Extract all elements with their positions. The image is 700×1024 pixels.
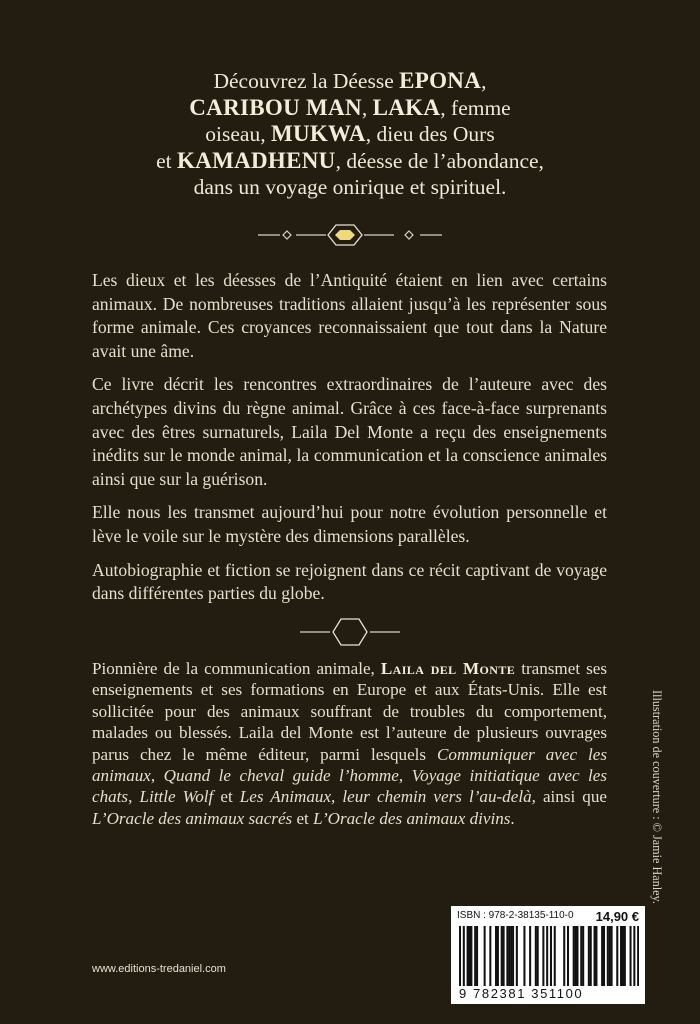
barcode-bar — [594, 926, 596, 986]
barcode-bar — [501, 926, 503, 986]
barcode-bar — [575, 926, 577, 986]
barcode-bar — [537, 926, 539, 986]
barcode-bar — [567, 926, 569, 986]
description-paragraph: Elle nous les transmet aujourd’hui pour notre évolution personnelle et lève le voile sur le mystère des dimensions parallèles. — [92, 502, 607, 546]
book-title: L’Oracle des animaux divins — [313, 808, 511, 828]
barcode-bar — [588, 926, 590, 986]
bio-text: , — [150, 766, 164, 786]
intro-text: , — [481, 69, 487, 93]
barcode-bar — [489, 926, 491, 986]
book-title: Communiquer avec les animaux — [92, 744, 607, 786]
barcode-icon — [459, 926, 639, 986]
barcode-bar — [497, 926, 499, 986]
barcode-bar — [546, 926, 548, 986]
description-paragraph: Ce livre décrit les rencontres extraordinaires de l’auteure avec des archétypes divins du règne animal. Grâce à ces face-à-face surprenants avec des êtres surnaturels, Laila Del Monte a reçu des enseignements inédits sur le monde animal, la communication et la conscience animales ainsi que sur la guérison. — [92, 374, 607, 489]
intro-text: , dieu des Ours — [365, 122, 495, 146]
bio-text: . — [510, 808, 515, 828]
description-paragraph: Autobiographie et fiction se rejoignent dans ce récit captivant de voyage dans différentes parties du globe. — [92, 559, 607, 604]
publisher-website: www.editions-tredaniel.com — [92, 963, 226, 975]
barcode-bar — [601, 926, 603, 986]
barcode-bar — [512, 926, 514, 986]
intro-text: dans un voyage onirique et spirituel. — [193, 175, 507, 199]
bio-text: et — [292, 808, 314, 828]
description-paragraph: Les dieux et les déesses de l’Antiquité étaient en lien avec certains animaux. De nombreuses traditions allaient jusqu’à les représenter sous forme animale. Ces croyances reconnaissaient que tout dans la Nature avait une âme. — [92, 270, 607, 361]
barcode-bar — [523, 926, 525, 986]
barcode-bar — [495, 926, 497, 986]
deity-name: MUKWA — [270, 121, 366, 146]
barcode-bar — [535, 926, 537, 986]
book-title: Little Wolf — [139, 787, 214, 807]
barcode-bar — [467, 926, 469, 986]
barcode-bar — [529, 926, 531, 986]
bio-text: , — [398, 766, 412, 786]
barcode-bar — [474, 926, 476, 986]
bio-text: transmet ses enseignements et ses formations en Europe et aux États-Unis. Elle est sollicitée pour des animaux souffrant de troubles du comportement, malades ou blessés. Laila del Monte est l’auteure de plusieurs ouvrages parus chez le même éditeur, parmi lesquels — [92, 659, 607, 764]
book-title: Quand le cheval guide l’homme — [163, 766, 399, 786]
book-title: L’Oracle des animaux sacrés — [92, 808, 293, 828]
ornament-divider-top — [0, 224, 700, 246]
barcode-bar — [484, 926, 486, 986]
barcode-bar — [590, 926, 592, 986]
book-title: Voyage initiatique avec les chats — [92, 766, 608, 807]
barcode-bar — [506, 926, 508, 986]
cover-illustration-credit: Illustration de couverture : © Jamie Hanley. — [650, 690, 664, 904]
barcode-bar — [563, 926, 565, 986]
isbn-label: ISBN : 978-2-38135-110-0 — [457, 910, 574, 921]
deity-name: LAKA — [372, 94, 441, 120]
barcode-bar — [468, 926, 470, 986]
barcode-bar — [580, 926, 582, 986]
barcode-bar — [637, 926, 639, 986]
barcode-bar — [508, 926, 510, 986]
author-name: Laila del Monte — [380, 659, 516, 678]
barcode-bar — [463, 926, 465, 986]
barcode-bar — [609, 926, 611, 986]
barcode-bar — [516, 926, 518, 986]
barcode-bar — [503, 926, 505, 986]
barcode-digits: 9 782381 351100 — [459, 986, 584, 1001]
barcode-bar — [616, 926, 618, 986]
barcode-bar — [573, 926, 575, 986]
barcode-bar — [476, 926, 478, 986]
hexagon-icon — [333, 619, 367, 645]
intro-text: et — [156, 148, 177, 173]
intro-text: , déesse de l’abondance, — [335, 148, 544, 173]
intro-text: , femme — [440, 95, 511, 120]
bio-text: et — [213, 787, 240, 807]
intro-text: oiseau, — [205, 122, 271, 146]
barcode-bar — [582, 926, 584, 986]
barcode-bar — [603, 926, 605, 986]
intro-text: Découvrez la Déesse — [213, 69, 400, 93]
deity-name: CARIBOU MAN — [189, 94, 362, 120]
barcode-bar — [470, 926, 472, 986]
ornament-divider-middle — [0, 616, 700, 648]
barcode-bar — [510, 926, 512, 986]
barcode-bar — [607, 926, 609, 986]
intro-blurb — [60, 68, 640, 201]
intro-text: , — [361, 95, 373, 120]
barcode-bar — [622, 926, 624, 986]
deity-name: KAMADHENU — [176, 147, 336, 173]
barcode-bar — [595, 926, 597, 986]
barcode-bar — [611, 926, 613, 986]
barcode-bar — [542, 926, 544, 986]
barcode-bar — [620, 926, 622, 986]
bio-text: , — [128, 787, 140, 807]
price-label: 14,90 € — [595, 909, 639, 924]
bio-text: Pionnière de la communication animale, — [92, 659, 381, 678]
bio-text: ainsi que — [535, 787, 607, 807]
barcode-bar — [630, 926, 632, 986]
barcode-bar — [624, 926, 626, 986]
barcode-bar — [576, 926, 578, 986]
barcode-block — [451, 906, 645, 1004]
description — [92, 269, 607, 616]
barcode-bar — [554, 926, 556, 986]
barcode-bar — [550, 926, 552, 986]
deity-name: EPONA — [399, 68, 482, 93]
barcode-bar — [459, 926, 461, 986]
author-bio — [92, 658, 607, 829]
barcode-bar — [633, 926, 635, 986]
book-title: Les Animaux, leur chemin vers l’au-delà, — [239, 787, 536, 807]
